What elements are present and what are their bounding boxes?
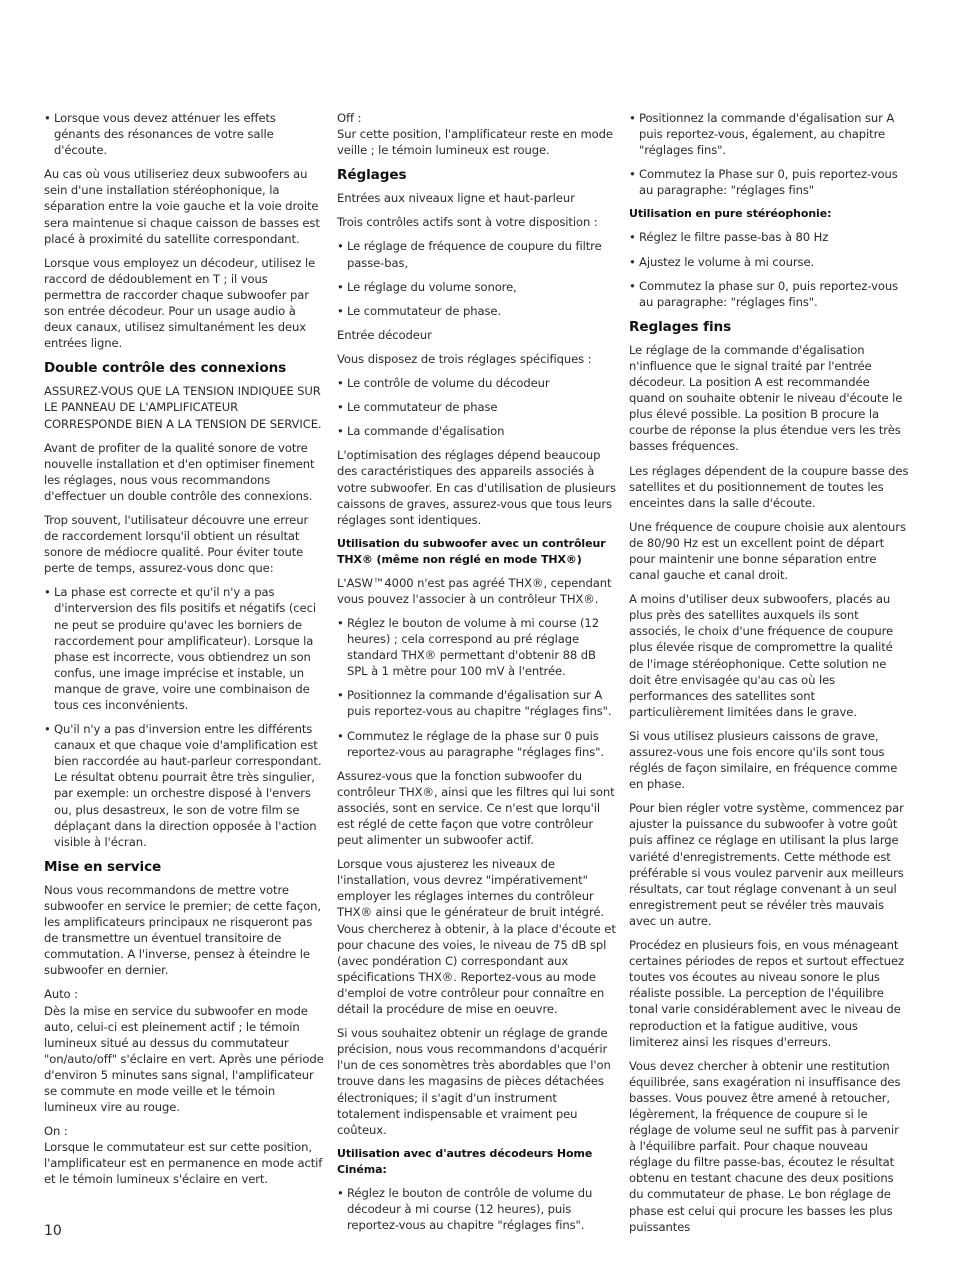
list-item: • Le contrôle de volume du décodeur <box>337 375 617 391</box>
paragraph: Vous devez chercher à obtenir une restitution équilibrée, sans exagération ni insuffisance des basses. Vous pouvez être amené à retoucher, légèrement, la fréquence de coupure si le réglage de volume seul ne suffit pas à parvenir à l'équilibre parfait. Pour chaque nouveau réglage du filtre passe-bas, écoutez le résultat obtenu en testant chacune des deux positions du commutateur de phase. Le bon réglage de phase est celui qui procure les basses les plus puissantes <box>629 1058 901 1234</box>
bullet-list <box>629 110 909 198</box>
list-item: • Réglez le bouton de volume à mi course (12 heures) ; cela correspond au pré réglage standard THX® permettant d'obtenir 88 dB SPL à 1 mètre pour 100 mV à l'entrée. <box>337 615 617 679</box>
list-item: • La commande d'égalisation <box>337 423 617 439</box>
column-left <box>44 110 324 1196</box>
bullet-list <box>44 110 324 158</box>
section-heading-mise-en-service: Mise en service <box>44 858 162 875</box>
list-item: • Le réglage du volume sonore, <box>337 279 617 295</box>
paragraph: Trois contrôles actifs sont à votre disposition : <box>337 215 598 230</box>
paragraph: Procédez en plusieurs fois, en vous ménageant certaines périodes de repos et surtout effectuez toutes vos écoutes au niveau sonore le plus réaliste possible. La perception de l'équilibre tonal varie considérablement avec le niveau de reproduction et la fatigue auditive, vous limiterez ainsi les risques d'erreurs. <box>629 938 904 1049</box>
bullet-list <box>337 375 617 439</box>
list-item: • Lorsque vous devez atténuer les effets génants des résonances de votre salle d'écoute. <box>44 110 324 158</box>
list-item: • Qu'il n'y a pas d'inversion entre les différents canaux et que chaque voie d'amplification est bien raccordée au haut-parleur correspondant. Le résultat obtenu pourrait être très singulier, par exemple: un orchestre disposé à l'envers ou, plus desastreux, le son de votre film se déplaçant dans la direction opposée à l'action visible à l'écran. <box>44 721 324 850</box>
section-heading-reglages-fins: Reglages fins <box>629 318 732 335</box>
bullet-list <box>629 229 909 309</box>
list-item: • Commutez la Phase sur 0, puis reportez-vous au paragraphe: "réglages fins" <box>629 166 909 198</box>
list-item: • Le commutateur de phase. <box>337 303 617 319</box>
list-item: • Ajustez le volume à mi course. <box>629 254 909 270</box>
paragraph: L'optimisation des réglages dépend beaucoup des caractéristiques des appareils associés à votre subwoofer. En cas d'utilisation de plusieurs caissons de graves, assurez-vous que tous leurs réglages sont identiques. <box>337 448 616 527</box>
paragraph: Entrées aux niveaux ligne et haut-parleur <box>337 191 575 206</box>
paragraph: Assurez-vous que la fonction subwoofer du contrôleur THX®, ainsi que les filtres qui lui sont associés, sont en service. Ce n'est que lorqu'il est réglé de cette façon que votre contrôleur peut alimenter un subwoofer actif. <box>337 768 615 848</box>
paragraph-off: Off : Sur cette position, l'amplificateur reste en mode veille ; le témoin lumineux est rouge. <box>337 111 613 158</box>
section-heading-reglages: Réglages <box>337 167 407 184</box>
paragraph: Vous disposez de trois réglages spécifiques : <box>337 351 592 366</box>
section-heading-double-controle: Double contrôle des connexions <box>44 360 287 377</box>
paragraph: L'ASW™4000 n'est pas agréé THX®, cependant vous pouvez l'associer à un contrôleur THX®. <box>337 575 612 606</box>
paragraph: Avant de profiter de la qualité sonore de votre nouvelle installation et d'en optimiser finement les réglages, nous vous recommandons d'effectuer un double contrôle des connexions. <box>44 440 315 503</box>
paragraph: Si vous souhaitez obtenir un réglage de grande précision, nous vous recommandons d'acquérir l'un de ces sonomètres très abordables que l'on trouve dans les magasins de pièces détachées électroniques; il s'agit d'un instrument totalement indispensable et vraiment peu coûteux. <box>337 1026 611 1137</box>
list-item: • La phase est correcte et qu'il n'y a pas d'interversion des fils positifs et négatifs (ceci ne peut se produire qu'avec les borniers de raccordement pour amplificateur). Lorsque la phase est incorrecte, vous obtiendrez un son confus, une image imprécise et instable, un manque de grave, voire une combinaison de tous ces inconvénients. <box>44 584 324 713</box>
paragraph: Au cas où vous utiliseriez deux subwoofers au sein d'une installation stéréophonique, la séparation entre la voie gauche et la voie droite sera maintenue si chaque caisson de basses est placé à proximité du satellite correspondant. <box>44 167 320 246</box>
paragraph: Lorsque vous ajusterez les niveaux de l'installation, vous devrez "impérativement" employer les réglages internes du contrôleur THX® ainsi que le générateur de bruit intégré. Vous chercherez à obtenir, à la place d'écoute et pour chacune des voies, le niveau de 75 dB spl (avec pondération C) correspondant aux spécifications THX®. Reportez-vous au mode d'emploi de votre contrôleur pour connaître en détail la procédure de mise en oeuvre. <box>337 857 616 1017</box>
column-middle <box>337 110 617 1241</box>
paragraph: A moins d'utiliser deux subwoofers, placés au plus près des satellites auxquels ils sont associés, le choix d'une fréquence de coupure plus élevée risque de compromettre la qualité de l'image stéréophonique. Cette solution ne doit être envisagée qu'au cas où les performances des satellites sont particulièrement limitées dans le grave. <box>629 592 894 719</box>
list-item: • Positionnez la commande d'égalisation sur A puis reportez-vous au chapitre "réglages fins". <box>337 687 617 719</box>
subheading-thx: Utilisation du subwoofer avec un contrôleur THX® (même non réglé en mode THX®) <box>337 536 606 566</box>
bullet-list <box>337 238 617 318</box>
list-item: • Réglez le filtre passe-bas à 80 Hz <box>629 229 909 245</box>
list-item: • Le commutateur de phase <box>337 399 617 415</box>
list-item: • Positionnez la commande d'égalisation sur A puis reportez-vous, également, au chapitre "réglages fins". <box>629 110 909 158</box>
column-right <box>629 110 909 1243</box>
paragraph-auto: Auto : Dès la mise en service du subwoofer en mode auto, celui-ci est pleinement actif ; le témoin lumineux situé au dessus du commutateur "on/auto/off" s'éclaire en vert. Après une période d'environ 5 minutes sans signal, l'amplificateur se commute en mode veille et le témoin lumineux vire au rouge. <box>44 987 324 1115</box>
list-item: • Réglez le bouton de contrôle de volume du décodeur à mi course (12 heures), puis reportez-vous au chapitre "réglages fins". <box>337 1185 617 1233</box>
page-number: 10 <box>44 1223 62 1239</box>
paragraph: Le réglage de la commande d'égalisation n'influence que le signal traité par l'entrée décodeur. La position A est recommandée quand on souhaite obtenir le niveau d'écoute le plus élevé possible. La position B procure la courbe de réponse la plus étendue vers les très basses fréquences. <box>629 342 903 454</box>
bullet-list <box>337 1185 617 1233</box>
bullet-list <box>44 584 324 850</box>
paragraph-warning: ASSUREZ-VOUS QUE LA TENSION INDIQUEE SUR LE PANNEAU DE L'AMPLIFICATEUR CORRESPONDE BIEN A LA TENSION DE SERVICE. <box>44 384 322 431</box>
list-item: • Commutez le réglage de la phase sur 0 puis reportez-vous au paragraphe "réglages fins". <box>337 728 617 760</box>
paragraph: Entrée décodeur <box>337 327 432 342</box>
paragraph: Lorsque vous employez un décodeur, utilisez le raccord de dédoublement en T ; il vous permettra de raccorder chaque subwoofer par son entrée décodeur. Pour un usage audio à deux canaux, utilisez simultanément les deux entrées ligne. <box>44 255 316 351</box>
paragraph: Nous vous recommandons de mettre votre subwoofer en service le premier; de cette façon, les amplificateurs principaux ne risqueront pas de transmettre un éventuel transitoire de commutation. A l'inverse, pensez à éteindre le subwoofer en dernier. <box>44 882 321 978</box>
list-item: • Commutez la phase sur 0, puis reportez-vous au paragraphe: "réglages fins". <box>629 278 909 310</box>
subheading-stereo: Utilisation en pure stéréophonie: <box>629 207 832 221</box>
paragraph: Trop souvent, l'utilisateur découvre une erreur de raccordement lorsqu'il obtient un résultat sonore de médiocre qualité. Pour éviter toute perte de temps, assurez-vous donc que: <box>44 512 309 576</box>
list-item: • Le réglage de fréquence de coupure du filtre passe-bas, <box>337 238 617 270</box>
bullet-list <box>337 615 617 760</box>
paragraph: Une fréquence de coupure choisie aux alentours de 80/90 Hz est un excellent point de départ pour maintenir une bonne séparation entre canal gauche et canal droit. <box>629 519 906 583</box>
paragraph-on: On : Lorsque le commutateur est sur cette position, l'amplificateur est en permanence en mode actif et le témoin lumineux s'éclaire en vert. <box>44 1124 323 1187</box>
paragraph: Pour bien régler votre système, commencez par ajuster la puissance du subwoofer à votre goût puis affinez ce réglage en utilisant la plus large variété d'enregistrements. Cette méthode est préférable si vous voulez parvenir aux meilleurs résultats, car tout réglage convenant à un seul enregistrement peut se révéler très mauvais avec un autre. <box>629 801 904 928</box>
paragraph: Si vous utilisez plusieurs caissons de grave, assurez-vous une fois encore qu'ils sont tous réglés de façon similaire, en fréquence comme en phase. <box>629 728 898 792</box>
subheading-home-cinema: Utilisation avec d'autres décodeurs Home Cinéma: <box>337 1146 593 1176</box>
paragraph: Les réglages dépendent de la coupure basse des satellites et du positionnement de toutes les enceintes dans la salle d'écoute. <box>629 463 909 510</box>
